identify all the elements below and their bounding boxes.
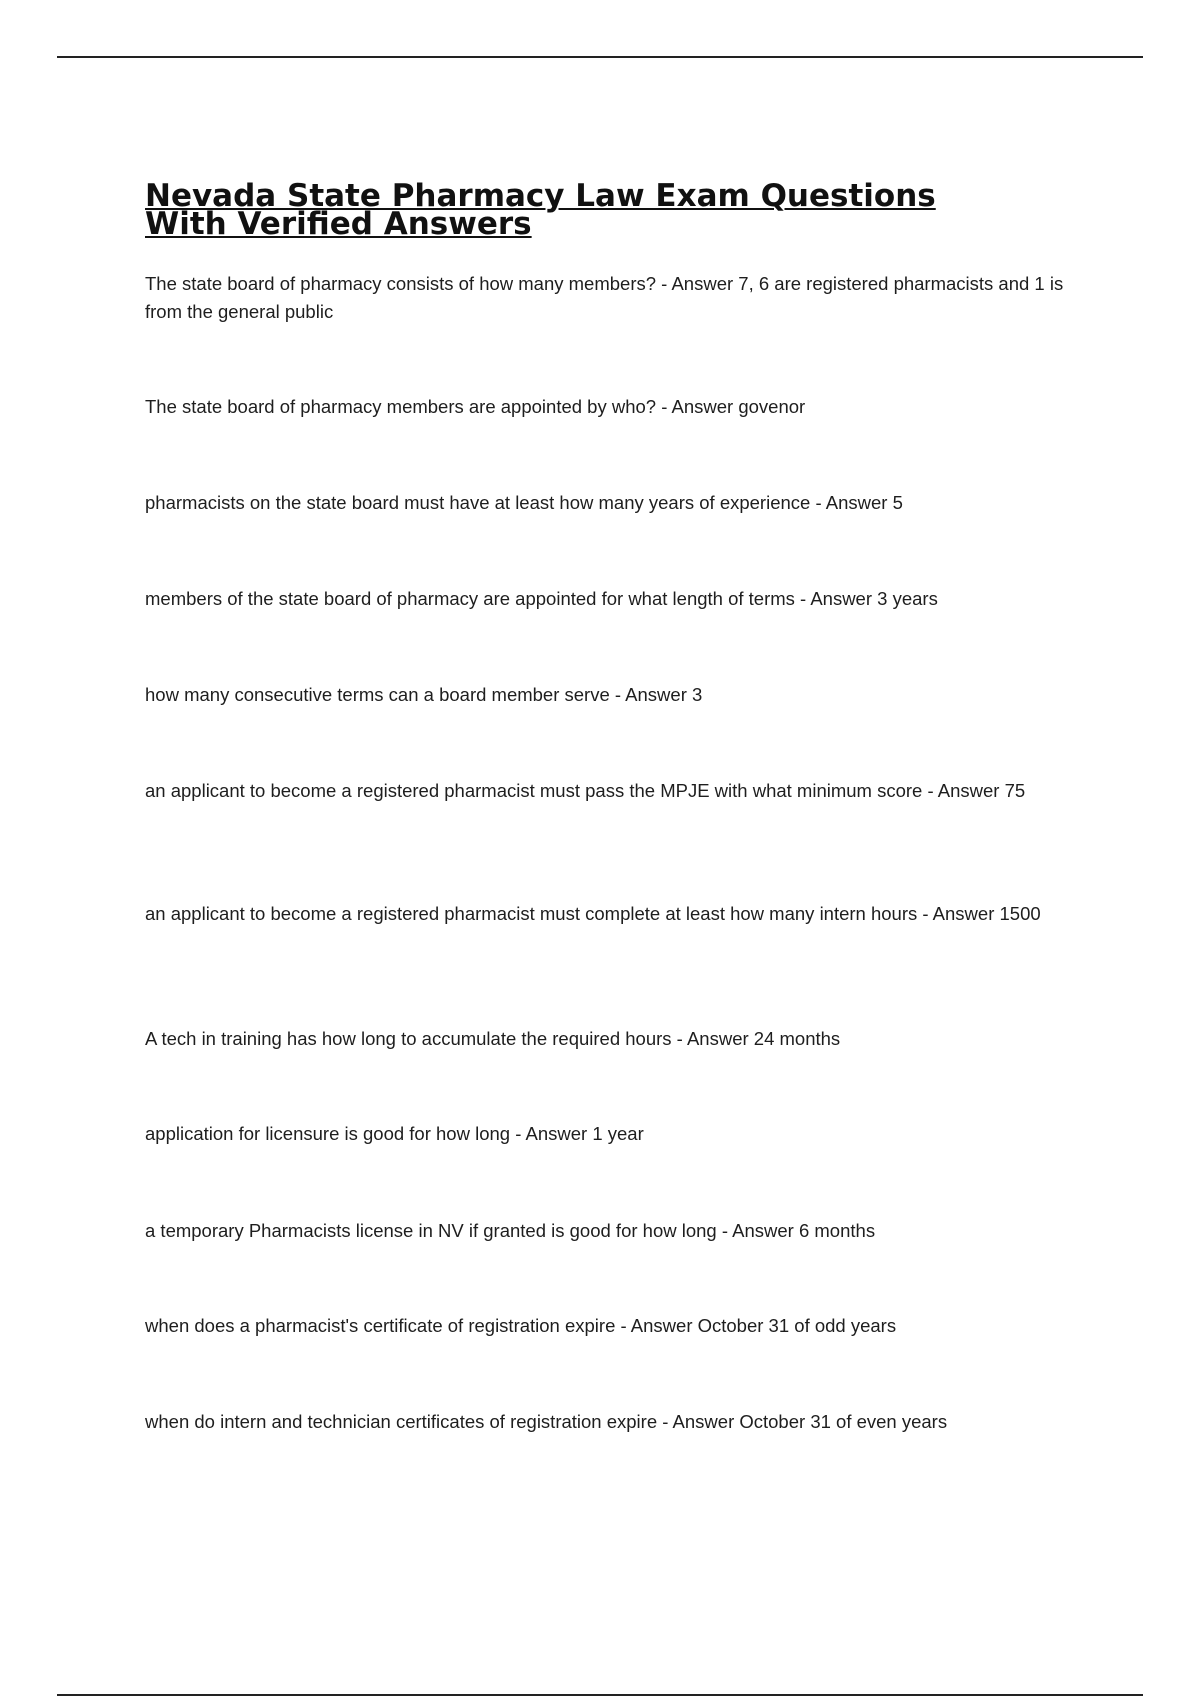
qa-item: when does a pharmacist's certificate of registration expire - Answer October 31 of odd years: [145, 1315, 897, 1336]
document-title: Nevada State Pharmacy Law Exam Questions With Verified Answers: [145, 178, 936, 242]
qa-item: how many consecutive terms can a board member serve - Answer 3: [145, 684, 703, 705]
qa-item: The state board of pharmacy consists of how many members? - Answer 7, 6 are registered pharmacists and 1 is from the general public: [145, 273, 1064, 322]
qa-item: A tech in training has how long to accumulate the required hours - Answer 24 months: [145, 1028, 841, 1049]
bottom-rule: [57, 1694, 1143, 1696]
qa-item: members of the state board of pharmacy are appointed for what length of terms - Answer 3 years: [145, 588, 938, 609]
qa-item: The state board of pharmacy members are appointed by who? - Answer govenor: [145, 396, 806, 417]
qa-item: application for licensure is good for how long - Answer 1 year: [145, 1123, 644, 1144]
qa-item: when do intern and technician certificates of registration expire - Answer October 31 of even years: [145, 1411, 948, 1432]
qa-item: an applicant to become a registered pharmacist must complete at least how many intern hours - Answer 1500: [145, 903, 1041, 924]
qa-item: an applicant to become a registered pharmacist must pass the MPJE with what minimum score - Answer 75: [145, 780, 1026, 801]
qa-item: a temporary Pharmacists license in NV if granted is good for how long - Answer 6 months: [145, 1220, 876, 1241]
top-rule: [57, 56, 1143, 58]
qa-item: pharmacists on the state board must have at least how many years of experience - Answer 5: [145, 492, 903, 513]
